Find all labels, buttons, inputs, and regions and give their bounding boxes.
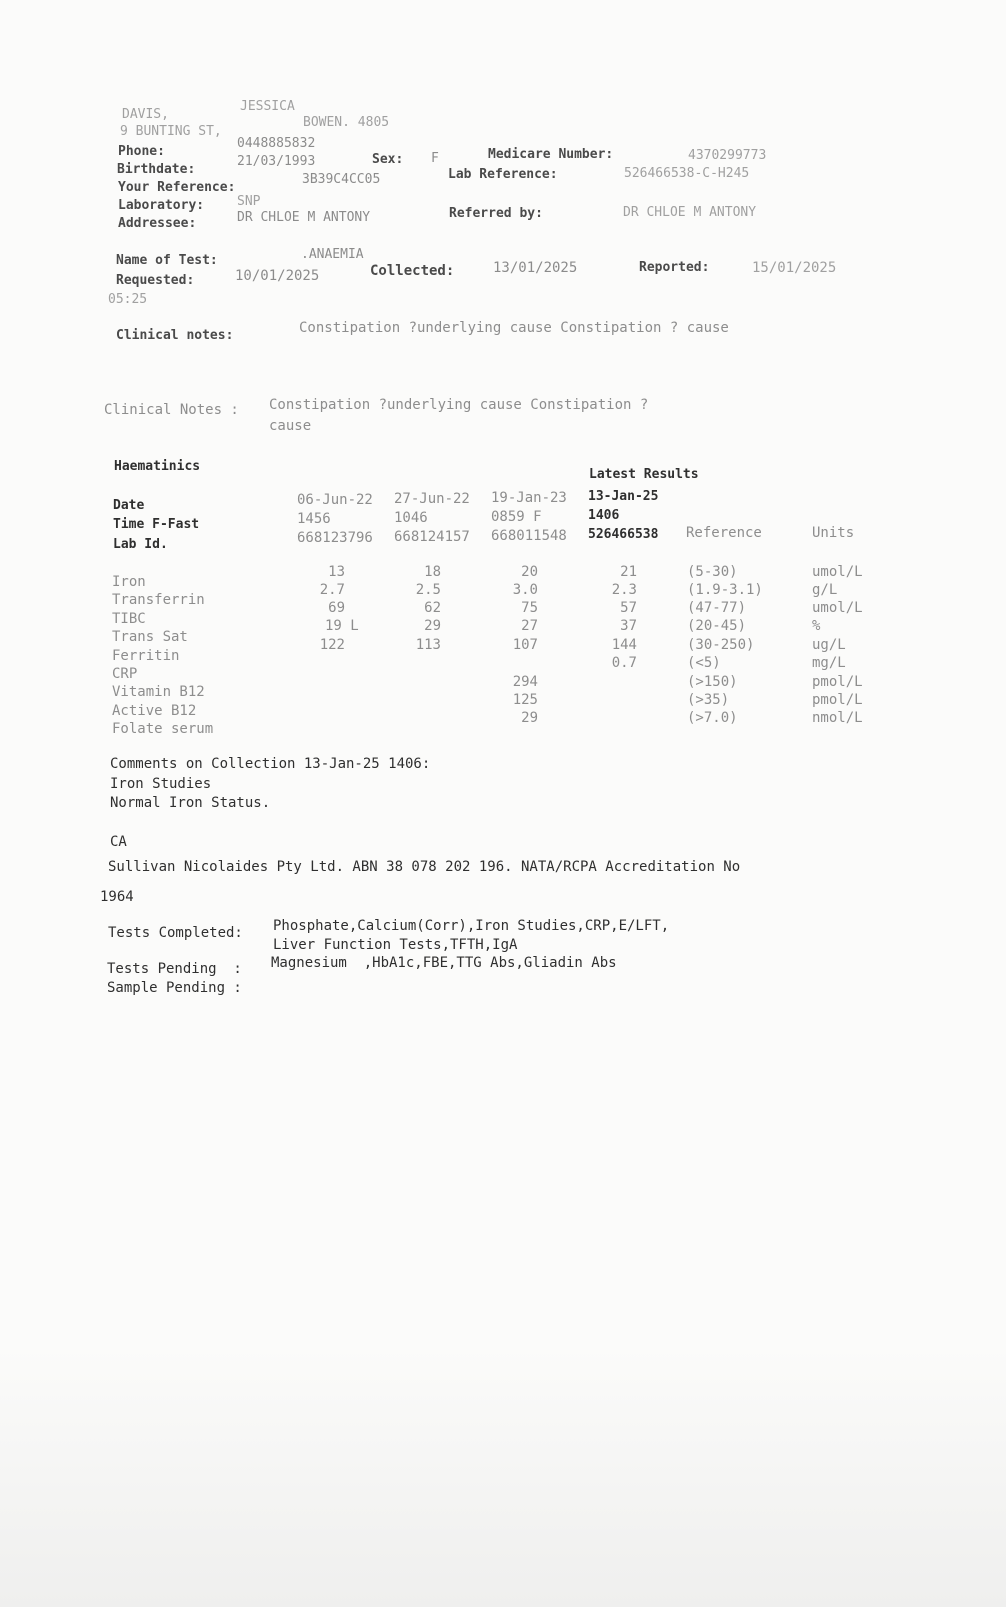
laboratory-label: Laboratory: bbox=[118, 198, 205, 213]
tests-completed-label: Tests Completed: bbox=[108, 925, 243, 941]
unit: pmol/L bbox=[812, 674, 863, 690]
analyte-value: 19 L bbox=[325, 618, 359, 634]
test-name-label: Name of Test: bbox=[116, 253, 218, 268]
collected-label: Collected: bbox=[370, 263, 455, 279]
analyte-value: 0.7 bbox=[611, 655, 637, 671]
analyte-name: Trans Sat bbox=[112, 629, 188, 645]
unit: ug/L bbox=[812, 637, 846, 653]
analyte-value: 27 bbox=[521, 618, 538, 634]
analyte-name: Vitamin B12 bbox=[112, 684, 205, 700]
analyte-value: 62 bbox=[424, 600, 441, 616]
footer-line2: 1964 bbox=[100, 889, 134, 905]
footer-line1: Sullivan Nicolaides Pty Ltd. ABN 38 078 202 196. NATA/RCPA Accreditation No bbox=[108, 859, 741, 875]
analyte-value: 294 bbox=[512, 674, 538, 690]
col4-date: 13-Jan-25 bbox=[588, 489, 659, 504]
analyte-value: 144 bbox=[611, 637, 637, 653]
reported-value: 15/01/2025 bbox=[752, 260, 837, 276]
row-label-date: Date bbox=[113, 498, 145, 513]
lab-reference-label: Lab Reference: bbox=[448, 167, 558, 182]
unit: g/L bbox=[812, 582, 838, 598]
latest-results-label: Latest Results bbox=[589, 467, 699, 482]
unit: % bbox=[812, 618, 821, 634]
analyte-name: Transferrin bbox=[112, 592, 205, 608]
analyte-value: 75 bbox=[521, 600, 538, 616]
reference-range: (30-250) bbox=[687, 637, 755, 653]
unit: nmol/L bbox=[812, 710, 863, 726]
unit: umol/L bbox=[812, 600, 863, 616]
analyte-name: Active B12 bbox=[112, 703, 197, 719]
medicare-value: 4370299773 bbox=[688, 148, 767, 163]
reference-range: (20-45) bbox=[687, 618, 747, 634]
analyte-value: 2.7 bbox=[319, 582, 345, 598]
laboratory-value: SNP bbox=[237, 194, 261, 209]
initials: CA bbox=[110, 834, 127, 850]
referred-by-value: DR CHLOE M ANTONY bbox=[623, 205, 757, 220]
patient-surname: DAVIS, bbox=[122, 107, 169, 122]
analyte-name: Iron bbox=[112, 574, 146, 590]
unit: umol/L bbox=[812, 564, 863, 580]
section-title: Haematinics bbox=[114, 459, 201, 474]
tests-pending-value: Magnesium ,HbA1c,FBE,TTG Abs,Gliadin Abs bbox=[271, 955, 617, 971]
reported-label: Reported: bbox=[639, 260, 710, 275]
analyte-value: 57 bbox=[620, 600, 637, 616]
clinical-notes-block-label: Clinical Notes : bbox=[104, 402, 239, 418]
analyte-value: 3.0 bbox=[512, 582, 538, 598]
reference-range: (5-30) bbox=[687, 564, 738, 580]
clinical-notes-value: Constipation ?underlying cause Constipation ? cause bbox=[299, 320, 729, 336]
analyte-value: 21 bbox=[620, 564, 637, 580]
comments-line2: Iron Studies bbox=[110, 776, 212, 792]
row-label-time: Time F-Fast bbox=[113, 517, 200, 532]
analyte-value: 113 bbox=[415, 637, 441, 653]
patient-street: 9 BUNTING ST, bbox=[120, 124, 222, 139]
col4-labid: 526466538 bbox=[588, 527, 659, 542]
unit: mg/L bbox=[812, 655, 846, 671]
col3-labid: 668011548 bbox=[491, 528, 567, 544]
col4-time: 1406 bbox=[588, 508, 620, 523]
clinical-notes-label: Clinical notes: bbox=[116, 328, 234, 343]
reference-range: (>7.0) bbox=[687, 710, 738, 726]
col3-date: 19-Jan-23 bbox=[491, 490, 567, 506]
tests-completed-line2: Liver Function Tests,TFTH,IgA bbox=[273, 937, 518, 953]
col1-time: 1456 bbox=[297, 511, 331, 527]
patient-suburb: BOWEN. 4805 bbox=[303, 115, 390, 130]
sex-label: Sex: bbox=[372, 152, 404, 167]
analyte-name: Folate serum bbox=[112, 721, 214, 737]
reported-time: 05:25 bbox=[108, 292, 148, 307]
reference-range: (>35) bbox=[687, 692, 730, 708]
medicare-label: Medicare Number: bbox=[488, 147, 614, 162]
tests-completed-line1: Phosphate,Calcium(Corr),Iron Studies,CRP,E/LFT, bbox=[273, 918, 670, 934]
phone-value: 0448885832 bbox=[237, 136, 316, 151]
comments-line3: Normal Iron Status. bbox=[110, 795, 271, 811]
referred-by-label: Referred by: bbox=[449, 206, 543, 221]
test-name-value: .ANAEMIA bbox=[301, 247, 364, 262]
your-reference-value: 3B39C4CC05 bbox=[302, 172, 381, 187]
comments-line1: Comments on Collection 13-Jan-25 1406: bbox=[110, 756, 431, 772]
birthdate-value: 21/03/1993 bbox=[237, 154, 316, 169]
reference-range: (1.9-3.1) bbox=[687, 582, 763, 598]
col3-time: 0859 F bbox=[491, 509, 542, 525]
col2-date: 27-Jun-22 bbox=[394, 491, 470, 507]
lab-reference-value: 526466538-C-H245 bbox=[624, 166, 750, 181]
reference-range: (47-77) bbox=[687, 600, 747, 616]
reference-range: (<5) bbox=[687, 655, 721, 671]
requested-label: Requested: bbox=[116, 273, 195, 288]
analyte-value: 20 bbox=[521, 564, 538, 580]
analyte-value: 18 bbox=[424, 564, 441, 580]
patient-given-name: JESSICA bbox=[240, 99, 295, 114]
analyte-value: 69 bbox=[328, 600, 345, 616]
phone-label: Phone: bbox=[118, 144, 165, 159]
addressee-label: Addressee: bbox=[118, 216, 197, 231]
birthdate-label: Birthdate: bbox=[117, 162, 196, 177]
analyte-value: 2.5 bbox=[415, 582, 441, 598]
analyte-value: 29 bbox=[521, 710, 538, 726]
your-reference-label: Your Reference: bbox=[118, 180, 236, 195]
requested-value: 10/01/2025 bbox=[235, 268, 320, 284]
clinical-notes-block-line2: cause bbox=[269, 418, 312, 434]
unit: pmol/L bbox=[812, 692, 863, 708]
sex-value: F bbox=[431, 151, 439, 166]
reference-range: (>150) bbox=[687, 674, 738, 690]
analyte-value: 29 bbox=[424, 618, 441, 634]
row-label-labid: Lab Id. bbox=[113, 537, 168, 552]
addressee-value: DR CHLOE M ANTONY bbox=[237, 210, 371, 225]
tests-pending-label: Tests Pending : bbox=[107, 961, 242, 977]
reference-header: Reference bbox=[686, 525, 762, 541]
analyte-value: 2.3 bbox=[611, 582, 637, 598]
sample-pending-label: Sample Pending : bbox=[107, 980, 242, 996]
clinical-notes-block-line1: Constipation ?underlying cause Constipation ? bbox=[269, 397, 649, 413]
col1-labid: 668123796 bbox=[297, 530, 373, 546]
collected-value: 13/01/2025 bbox=[493, 260, 578, 276]
analyte-value: 13 bbox=[328, 564, 345, 580]
units-header: Units bbox=[812, 525, 855, 541]
analyte-value: 122 bbox=[319, 637, 345, 653]
col2-labid: 668124157 bbox=[394, 529, 470, 545]
analyte-name: TIBC bbox=[112, 611, 146, 627]
col1-date: 06-Jun-22 bbox=[297, 492, 373, 508]
paper-shadow bbox=[0, 1347, 1006, 1607]
analyte-value: 125 bbox=[512, 692, 538, 708]
analyte-name: CRP bbox=[112, 666, 138, 682]
analyte-name: Ferritin bbox=[112, 648, 180, 664]
col2-time: 1046 bbox=[394, 510, 428, 526]
analyte-value: 107 bbox=[512, 637, 538, 653]
analyte-value: 37 bbox=[620, 618, 637, 634]
